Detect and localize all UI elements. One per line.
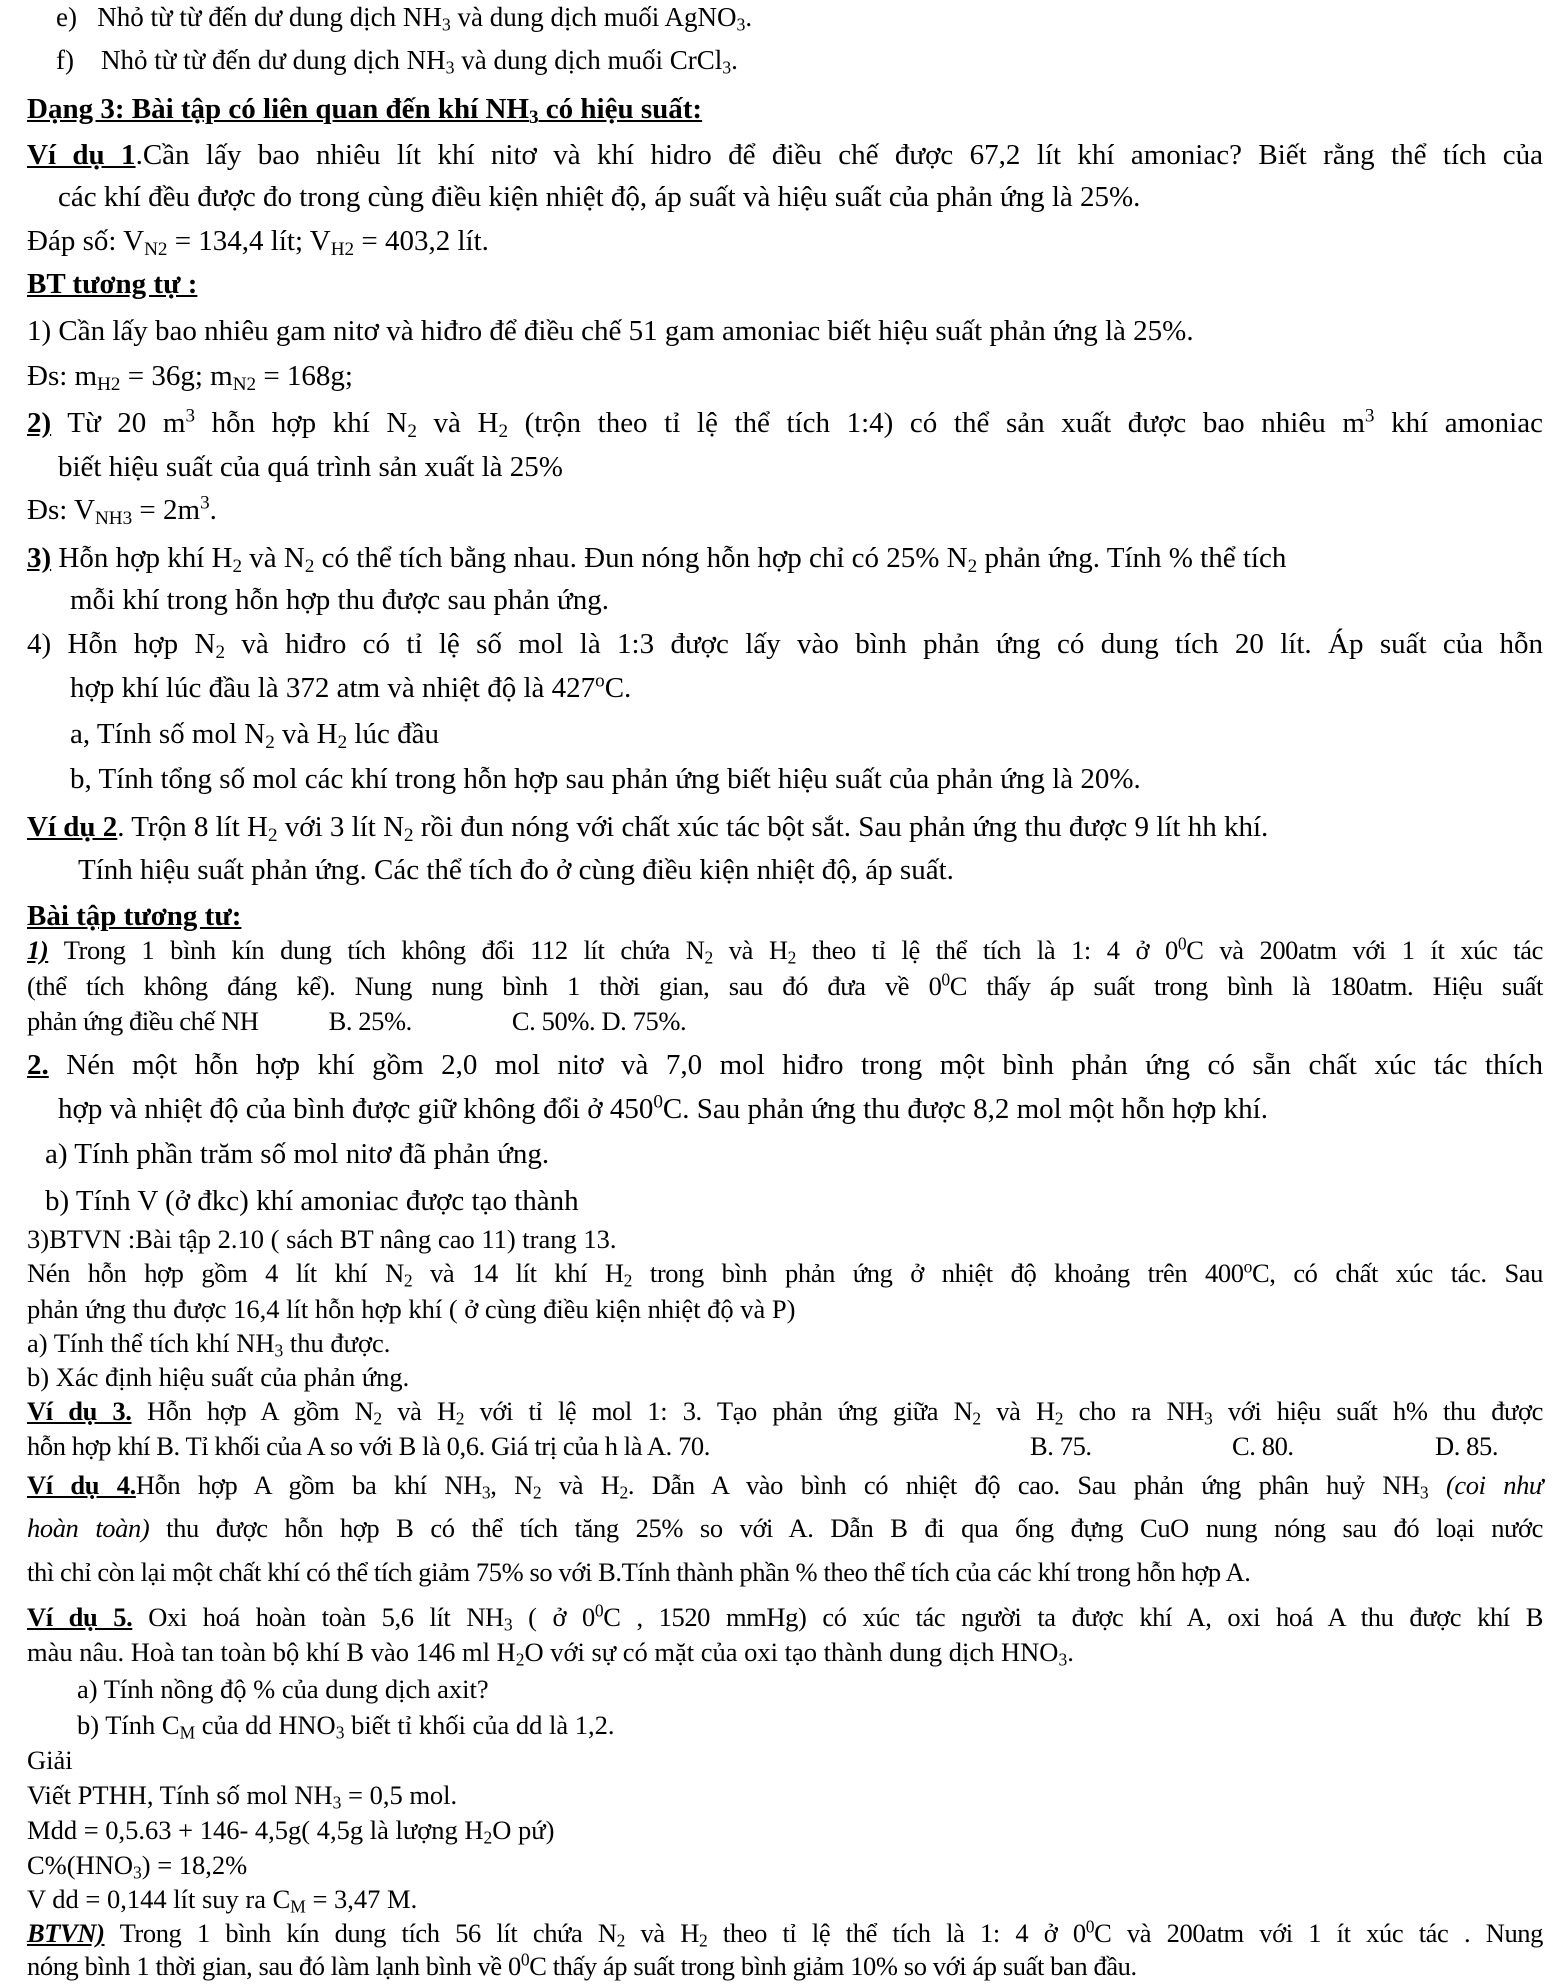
exercise-3-line-1: 3) Hỗn hợp khí $H_2$ và $N_2$ có thể tích bằng nhau. Đun nóng hỗn hợp chỉ có 25% $N_2$ phản ứng. Tính % thể tích [27,542,1287,577]
exercise-4-line-2: hợp khí lúc đầu là 372 atm và nhiệt độ là 427$^o$C. [70,670,632,704]
exercise-3-line-2: mỗi khí trong hỗn hợp thu được sau phản ứng. [70,584,609,616]
example-1-line-1: Ví dụ 1.Cần lấy bao nhiêu lít khí nitơ và khí hidro để điều chế được 67,2 lít khí amoniac? Biết rằng thể tích của [27,139,1543,171]
section-heading-dang-3: Dạng 3: Bài tập có liên quan đến khí $NH_3$ có hiệu suất: [27,93,703,128]
exercise-2-line-1: 2) Từ 20 $m^3$ hỗn hợp khí $N_2$ và $H_2$ (trộn theo tỉ lệ thể tích 1:4) có thể sản xuất được bao nhiêu $m^3$ khí amoniac [27,405,1543,442]
example-1-line-2: các khí đều được đo trong cùng điều kiện nhiệt độ, áp suất và hiệu suất của phản ứng là 25%. [58,181,1141,213]
mc-exercise-1-line-1: 1) Trong 1 bình kín dung tích không đổi 112 lít chứa $N_2$ và $H_2$ theo tỉ lệ thể tích là 1: 4 ở $0^0C$ và 200atm với 1 ít xúc tác [27,933,1543,968]
example-5-line-1: Ví dụ 5. Oxi hoá hoàn toàn 5,6 lít $NH_3$ ( ở $0^0C$ , 1520 mmHg) có xúc tác người ta được khí A, oxi hoá A thu được khí B [27,1600,1543,1635]
mc-exercise-1-line-3: phản ứng điều chế NH B. 25%. C. 50%. D. 75%. [27,1006,687,1036]
solution-line-1: Viết PTHH, Tính số mol $NH_3 = 0,5$ mol. [27,1780,458,1813]
homework-final-line-1: BTVN) Trong 1 bình kín dung tích 56 lít chứa $N_2$ và $H_2$ theo tỉ lệ thể tích là 1: 4 ở $0^0C$ và 200atm với 1 ít xúc tác . Nung [27,1916,1543,1951]
mc-exercise-1-line-2: (thể tích không đáng kể). Nung nung bình 1 thời gian, sau đó đưa về $0^0C$ thấy áp suất trong bình là 180atm. Hiệu suất [27,969,1543,1001]
example-3-line-2: hỗn hợp khí B. Tỉ khối của A so với B là 0,6. Giá trị của h là A. 70. B. 75. C. 80. D. 85. [27,1431,1499,1461]
example-5-line-2: màu nâu. Hoà tan toàn bộ khí B vào 146 ml $H_2O$ với sự có mặt của oxi tạo thành dung dịch $HNO_3$. [27,1637,1074,1670]
exercise-2-answer: Đs: $V_{NH3} = 2m^3$. [27,492,217,529]
homework-3-part-a: a) Tính thể tích khí $NH_3$ thu được. [27,1328,391,1361]
item-f: f) Nhỏ từ từ đến dư dung dịch $NH_3$ và dung dịch muối CrCl$_3$. [56,45,738,78]
example-4-line-2: hoàn toàn) thu được hỗn hợp B có thể tích tăng 25% so với A. Dẫn B đi qua ống đựng CuO nung nóng sau đó loại nước [27,1513,1543,1543]
exercise-1-answer: Đs: $m_{H2} = 36g$; $m_{N2} = 168g$; [27,360,353,395]
exercise-1: 1) Cần lấy bao nhiêu gam nitơ và hiđro để điều chế 51 gam amoniac biết hiệu suất phản ứng là 25%. [27,315,1194,347]
answer-example-1: Đáp số: $V_{N2} = 134,4$ lít; $V_{H2} = 403,2$ lít. [27,225,489,260]
exercise-4-line-1: 4) Hỗn hợp $N_2$ và hiđro có tỉ lệ số mol là 1:3 được lấy vào bình phản ứng có dung tích 20 lít. Áp suất của hỗn [27,628,1543,663]
homework-3-line-1: Nén hỗn hợp gồm 4 lít khí $N_2$ và 14 lít khí $H_2$ trong bình phản ứng ở nhiệt độ khoảng trên 400$^o$C, có chất xúc tác. Sau [27,1256,1544,1291]
example-5-part-b: b) Tính $C_M$ của dd $HNO_3$ biết tỉ khối của dd là 1,2. [77,1710,615,1743]
item-e: e) Nhỏ từ từ đến dư dung dịch $NH_3$ và dung dịch muối AgNO$_3$. [56,2,753,35]
homework-3-line-2: phản ứng thu được 16,4 lít hỗn hợp khí ( ở cùng điều kiện nhiệt độ và P) [27,1294,796,1324]
solution-line-2: Mdd = 0,5.63 + 146- 4,5g( 4,5g là lượng $H_2O$ pứ) [27,1815,555,1848]
exercise-4-part-b: b, Tính tổng số mol các khí trong hỗn hợp sau phản ứng biết hiệu suất của phản ứng là 20%. [70,763,1141,795]
example-4-line-1: Ví dụ 4.Hỗn hợp A gồm ba khí $NH_3$, $N_2$ và $H_2$. Dẫn A vào bình có nhiệt độ cao. Sau phản ứng phân huỷ $NH_3$ (coi như [27,1470,1543,1503]
example-5-part-a: a) Tính nồng độ % của dung dịch axit? [77,1674,489,1704]
similar-exercises-heading: BT tương tự : [27,268,198,300]
homework-3-part-b: b) Xác định hiệu suất của phản ứng. [27,1362,410,1392]
exercise-4-part-a: a, Tính số mol $N_2$ và $H_2$ lúc đầu [70,718,439,753]
exercise-2b-part-a: a) Tính phần trăm số mol nitơ đã phản ứng. [45,1138,550,1170]
exercise-2-line-2: biết hiệu suất của quá trình sản xuất là 25% [58,451,563,483]
example-2-line-1: Ví dụ 2. Trộn 8 lít $H_2$ với 3 lít $N_2$ rồi đun nóng với chất xúc tác bột sắt. Sau phản ứng thu được 9 lít hh khí. [27,811,1269,846]
exercise-2b-part-b: b) Tính V (ở đkc) khí amoniac được tạo thành [45,1185,579,1217]
similar-exercises-heading-2: Bài tập tương tư: [27,900,242,932]
example-4-line-3: thì chỉ còn lại một chất khí có thể tích giảm 75% so với B.Tính thành phần % theo thể tích của các khí trong hỗn hợp A. [27,1557,1251,1587]
homework-final-line-2: nóng bình 1 thời gian, sau đó làm lạnh bình về $0^0C$ thấy áp suất trong bình giảm 10% so với áp suất ban đầu. [27,1949,1137,1981]
exercise-2b-line-1: 2. Nén một hỗn hợp khí gồm 2,0 mol nitơ và 7,0 mol hiđro trong một bình phản ứng có sẵn chất xúc tác thích [27,1049,1543,1081]
example-2-line-2: Tính hiệu suất phản ứng. Các thể tích đo ở cùng điều kiện nhiệt độ, áp suất. [78,854,954,886]
example-3-line-1: Ví dụ 3. Hỗn hợp A gồm $N_2$ và $H_2$ với tỉ lệ mol 1: 3. Tạo phản ứng giữa $N_2$ và $H_2$ cho ra $NH_3$ với hiệu suất h% thu được [27,1396,1543,1429]
solution-heading: Giải [27,1745,73,1775]
homework-3-heading: 3)BTVN :Bài tập 2.10 ( sách BT nâng cao 11) trang 13. [27,1224,617,1254]
solution-line-4: V dd = 0,144 lít suy ra $C_M = 3,47$ M. [27,1884,418,1917]
solution-line-3: $C\%(HNO_3) = 18,2\%$ [27,1850,248,1883]
exercise-2b-line-2: hợp và nhiệt độ của bình được giữ không đổi ở $450^0C$. Sau phản ứng thu được 8,2 mol một hỗn hợp khí. [58,1091,1268,1125]
